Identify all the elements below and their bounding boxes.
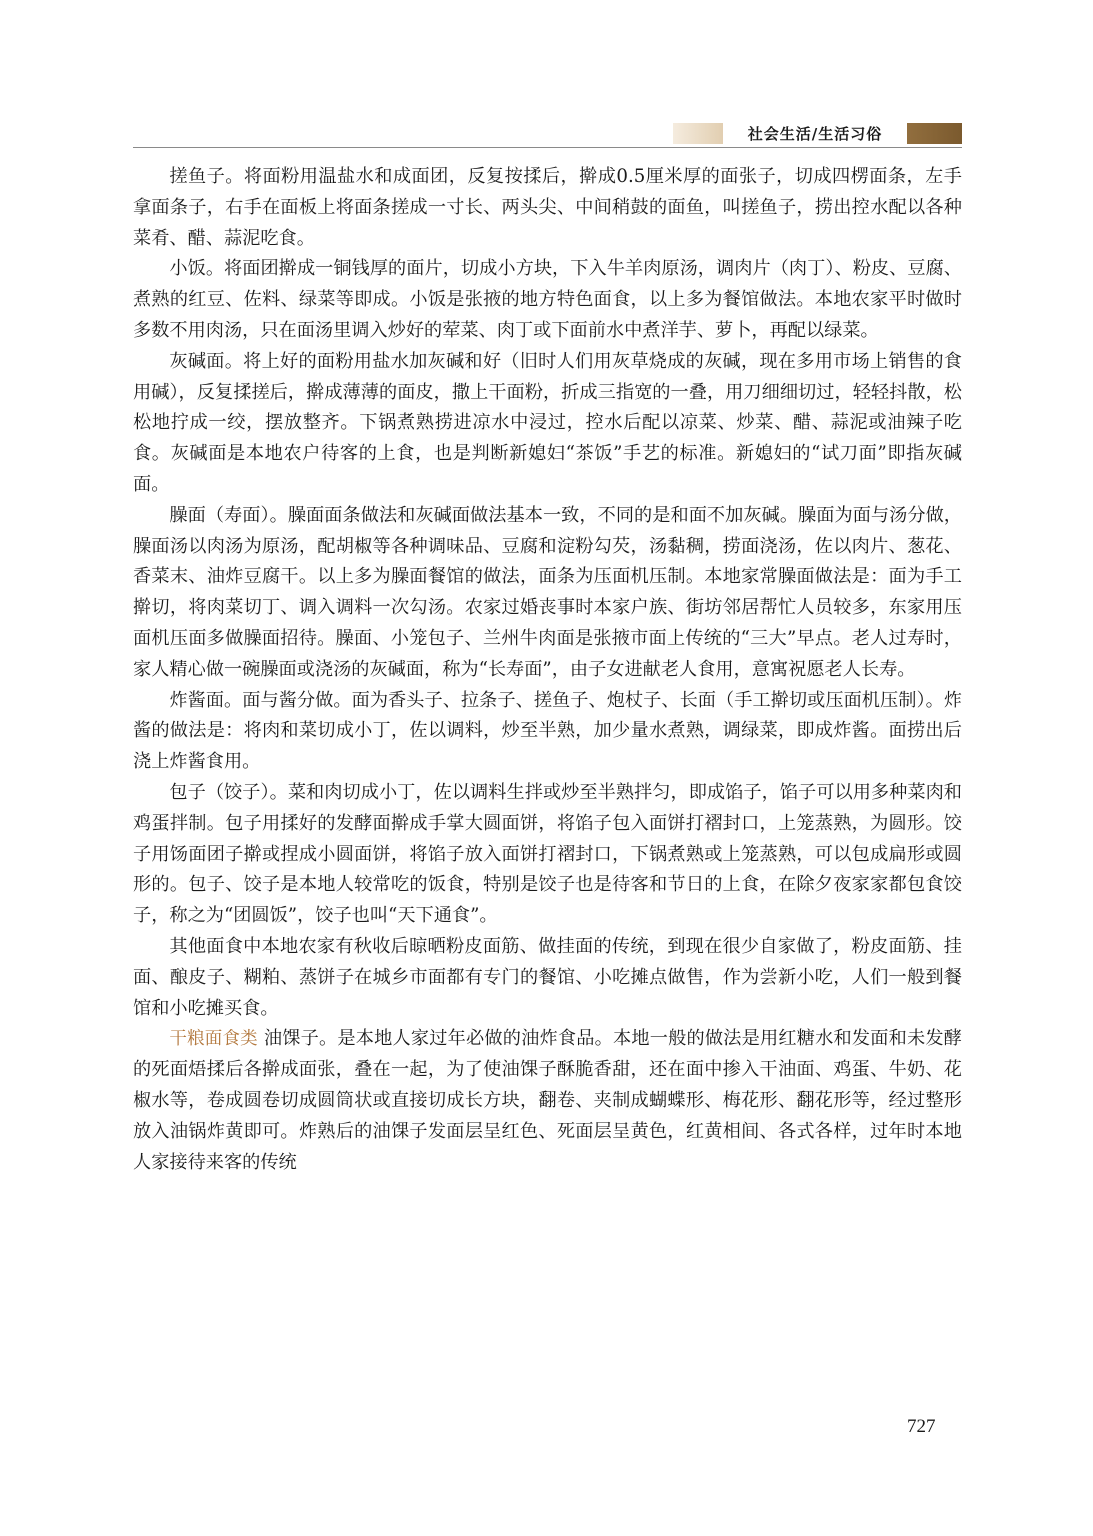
paragraph-text: 包子（饺子）。菜和肉切成小丁，佐以调料生拌或炒至半熟拌匀，即成馅子，馅子可以用多种菜肉和鸡蛋拌制。包子用揉好的发酵面擀成手掌大圆面饼，将馅子包入面饼打褶封口，上笼蒸熟，为圆形。饺子用饧面团子擀或捏成小圆面饼，将馅子放入面饼打褶封口，下锅煮熟或上笼蒸熟，可以包成扁形或圆形的。包子、饺子是本地人较常吃的饭食，特别是饺子也是待客和节日的上食，在除夕夜家家都包食饺子，称之为“团圆饭”，饺子也叫“天下通食”。: [133, 781, 962, 927]
category-lead: 干粮面食类: [169, 1029, 258, 1050]
header-rule: [133, 147, 962, 148]
paragraph-xiaofan: [133, 254, 962, 346]
paragraph-cuoyuzi: [133, 162, 962, 254]
body-text: [133, 162, 962, 1178]
paragraph-text: 炸酱面。面与酱分做。面为香头子、拉条子、搓鱼子、炮杖子、长面（手工擀切或压面机压制）。炸酱的做法是：将肉和菜切成小丁，佐以调料，炒至半熟，加少量水煮熟，调绿菜，即成炸酱。面捞出后浇上炸酱食用。: [133, 689, 962, 773]
paragraph-text: 小饭。将面团擀成一铜钱厚的面片，切成小方块，下入牛羊肉原汤，调肉片（肉丁）、粉皮、豆腐、煮熟的红豆、佐料、绿菜等即成。小饭是张掖的地方特色面食，以上多为餐馆做法。本地农家平时做时多数不用肉汤，只在面汤里调入炒好的荤菜、肉丁或下面前水中煮洋芋、萝卜，再配以绿菜。: [133, 258, 962, 341]
header-title-box: [723, 123, 907, 144]
section-title: 社会生活/生活习俗: [747, 125, 883, 143]
paragraph-text: 搓鱼子。将面粉用温盐水和成面团，反复按揉后，擀成0.5厘米厚的面张子，切成四楞面条，左手拿面条子，右手在面板上将面条搓成一寸长、两头尖、中间稍鼓的面鱼，叫搓鱼子，捞出控水配以各种菜肴、醋、蒜泥吃食。: [133, 166, 962, 249]
paragraph-text: 油馃子。是本地人家过年必做的油炸食品。本地一般的做法是用红糖水和发面和未发酵的死面焐揉后各擀成面张，叠在一起，为了使油馃子酥脆香甜，还在面中掺入干油面、鸡蛋、牛奶、花椒水等，卷成圆卷切成圆筒状或直接切成长方块，翻卷、夹制成蝴蝶形、梅花形、翻花形等，经过整形放入油锅炸黄即可。炸熟后的油馃子发面层呈红色、死面层呈黄色，红黄相间、各式各样，过年时本地人家接待来客的传统: [133, 1028, 962, 1173]
paragraph-zhajiangmian: [133, 686, 962, 778]
paragraph-saomian: [133, 501, 962, 686]
page-number: 727: [907, 1416, 936, 1437]
paragraph-dry-food: [133, 1024, 962, 1178]
paragraph-text: 其他面食中本地农家有秋收后晾晒粉皮面筋、做挂面的传统，到现在很少自家做了，粉皮面筋、挂面、酿皮子、糊粕、蒸饼子在城乡市面都有专门的餐馆、小吃摊点做售，作为尝新小吃，人们一般到餐馆和小吃摊买食。: [133, 935, 962, 1019]
running-header: [133, 123, 962, 148]
paragraph-baozi: [133, 778, 962, 932]
paragraph-other-noodles: [133, 932, 962, 1024]
paragraph-huijianmian: [133, 347, 962, 501]
paragraph-text: 灰碱面。将上好的面粉用盐水加灰碱和好（旧时人们用灰草烧成的灰碱，现在多用市场上销售的食用碱），反复揉搓后，擀成薄薄的面皮，撒上干面粉，折成三指宽的一叠，用刀细细切过，轻轻抖散，松松地拧成一绞，摆放整齐。下锅煮熟捞进凉水中浸过，控水后配以凉菜、炒菜、醋、蒜泥或油辣子吃食。灰碱面是本地农户待客的上食，也是判断新媳妇“茶饭”手艺的标准。新媳妇的“试刀面”即指灰碱面。: [133, 350, 962, 495]
paragraph-text: 臊面（寿面）。臊面面条做法和灰碱面做法基本一致，不同的是和面不加灰碱。臊面为面与汤分做，臊面汤以肉汤为原汤，配胡椒等各种调味品、豆腐和淀粉勾芡，汤黏稠，捞面浇汤，佐以肉片、葱花、香菜末、油炸豆腐干。以上多为臊面餐馆的做法，面条为压面机压制。本地家常臊面做法是：面为手工擀切，将肉菜切丁、调入调料一次勾汤。农家过婚丧事时本家户族、街坊邻居帮忙人员较多，东家用压面机压面多做臊面招待。臊面、小笼包子、兰州牛肉面是张掖市面上传统的“三大”早点。老人过寿时，家人精心做一碗臊面或浇汤的灰碱面，称为“长寿面”，由子女进献老人食用，意寓祝愿老人长寿。: [133, 504, 962, 680]
